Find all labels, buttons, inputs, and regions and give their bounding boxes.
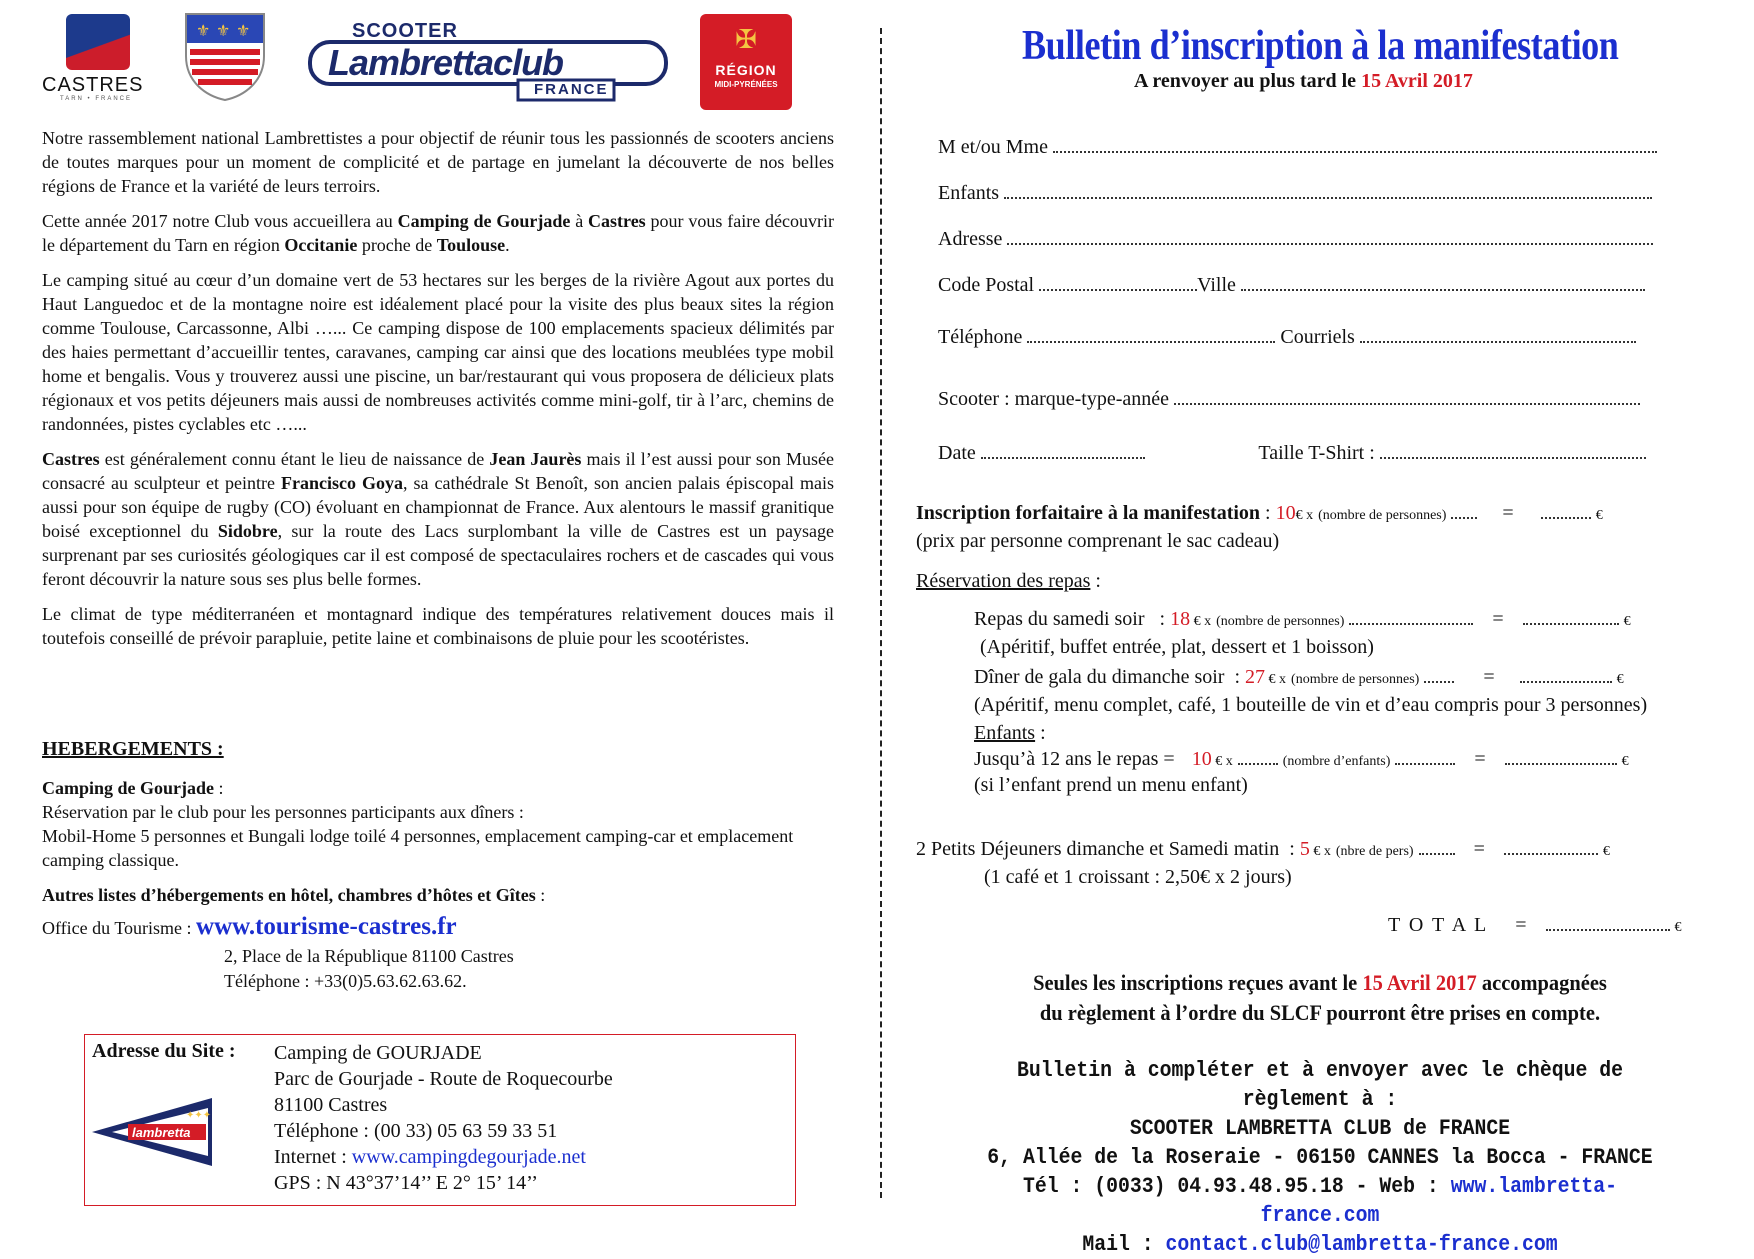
hebergements-line-2: Mobil-Home 5 personnes et Bungali lodge toilé 4 personnes, emplacement camping-car et emplacement camping classique. (42, 826, 794, 870)
lambretta-logo-top: SCOOTER (352, 20, 458, 42)
enfants-heading: Enfants : (974, 722, 1046, 744)
castres-logo-mark (66, 14, 130, 70)
enfants-row: Jusqu’à 12 ans le repas = 10 € x (nombre d’enfants) = € (974, 748, 1629, 770)
hebergements-heading: HEBERGEMENTS : (42, 738, 224, 760)
address-field[interactable] (1007, 229, 1653, 245)
phone-email-row: Téléphone Courriels (938, 326, 1636, 349)
svg-text:⚜: ⚜ (216, 21, 231, 40)
club-email-link[interactable]: contact.club@lambretta-france.com (1165, 1232, 1558, 1257)
inscription-count-field[interactable] (1451, 503, 1477, 519)
lambretta-logo-bottom: FRANCE (534, 81, 609, 98)
castres-logo (36, 12, 151, 102)
hebergements-line-1: Réservation par le club pour les personnes participants aux dîners : (42, 802, 524, 822)
lambretta-logo-main: Lambrettaclub (328, 42, 564, 83)
intro-paragraph-2: Cette année 2017 notre Club vous accueillera au Camping de Gourjade à Castres pour vous faire découvrir le département du Tarn en région Occitanie proche de Toulouse. (42, 211, 835, 255)
club-website-link[interactable]: www.lambretta-france.com (1260, 1174, 1618, 1228)
inscription-row: Inscription forfaitaire à la manifestation : 10€ x (nombre de personnes) = € (916, 502, 1603, 524)
send-instructions: Bulletin à compléter et à envoyer avec le chèque de règlement à : SCOOTER LAMBRETTA CLUB de FRANCE 6, Allée de la Roseraie - 06150 CANNES la Bocca - FRANCE Tél : (0033) 04.93.48.95.18 - Web : www.lambretta-france.com Mail : contact.club@lambretta-france.com (987, 1058, 1653, 1257)
office-tourisme: Office du Tourisme : www.tourisme-castres.fr (42, 913, 457, 940)
repas-samedi-count-field[interactable] (1349, 609, 1473, 625)
svg-text:⚜: ⚜ (196, 21, 211, 40)
scooter-row: Scooter : marque-type-année (938, 388, 1640, 411)
form-title: Bulletin d’inscription à la manifestation (1022, 23, 1619, 69)
svg-text:✦✦✦: ✦✦✦ (186, 1110, 212, 1121)
region-logo-line2: MIDI-PYRÉNÉES (714, 80, 778, 89)
gala-note: (Apéritif, menu complet, café, 1 bouteille de vin et d’eau compris pour 3 personnes) (974, 694, 1648, 716)
enfants-extra-field[interactable] (1395, 749, 1455, 765)
total-amount-field[interactable] (1546, 915, 1670, 931)
name-field[interactable] (1053, 137, 1657, 153)
autres-listes-heading: Autres listes d’hébergements en hôtel, chambres d’hôtes et Gîtes : (42, 885, 546, 905)
petits-dejeuners-note: (1 café et 1 croissant : 2,50€ x 2 jours) (984, 866, 1292, 888)
camping-title: Camping de Gourjade : (42, 778, 224, 798)
intro-text (42, 126, 834, 661)
hebergements-block (42, 776, 842, 872)
city-field[interactable] (1241, 275, 1645, 291)
intro-paragraph-5: Le climat de type méditerranéen et montagnard indique des températures relativement douces mais il toutefois conseillé de prévoir parapluie, petite laine et combinaisons de pluie pour les scootéristes. (42, 604, 834, 648)
petits-dejeuners-amount-field[interactable] (1504, 839, 1598, 855)
postal-city-row: Code Postal Ville (938, 274, 1645, 297)
petits-dejeuners-row: 2 Petits Déjeuners dimanche et Samedi matin : 5 € x (nbre de pers) = € (916, 838, 1610, 860)
region-logo (700, 14, 792, 110)
site-address-label: Adresse du Site : (92, 1040, 236, 1062)
intro-paragraph-1: Notre rassemblement national Lambrettistes a pour objectif de réunir tous les passionnés de scooters anciens de toutes marques pour un moment de complicité et de partage en jumelant la découverte de nos belles régions de France et la variété de leurs terroirs. (42, 128, 834, 196)
repas-samedi-note: (Apéritif, buffet entrée, plat, dessert et 1 boisson) (980, 636, 1374, 658)
enfants-note: (si l’enfant prend un menu enfant) (974, 774, 1248, 796)
lambretta-club-logo (306, 20, 670, 102)
name-row: M et/ou Mme (938, 136, 1657, 159)
repas-samedi-row: Repas du samedi soir : 18 € x (nombre de personnes) = € (974, 608, 1631, 630)
email-field[interactable] (1360, 327, 1636, 343)
coat-of-arms-shield-icon (184, 12, 266, 102)
enfants-amount-field[interactable] (1505, 749, 1617, 765)
column-divider (880, 28, 882, 1198)
total-row: T O T A L = € (1388, 914, 1682, 936)
inscription-note: (prix par personne comprenant le sac cadeau) (916, 530, 1280, 552)
gala-amount-field[interactable] (1520, 667, 1612, 683)
enfants-count-field[interactable] (1238, 749, 1278, 765)
date-field[interactable] (981, 443, 1145, 459)
pennant-text: lambretta (132, 1125, 191, 1140)
tshirt-size-field[interactable] (1380, 443, 1646, 459)
region-logo-line1: RÉGION (715, 62, 777, 78)
gala-count-field[interactable] (1424, 667, 1454, 683)
castres-logo-sub: TARN • FRANCE (60, 96, 132, 102)
intro-paragraph-3: Le camping situé au cœur d’un domaine vert de 53 hectares sur les berges de la rivière Agout aux portes du Haut Languedoc et de la montagne noire est idéalement placé pour la visite des plus beaux sites la région comme Toulouse, Carcassonne, Albi …... Ce camping dispose de 100 emplacements spacieux délimités par des haies permettant d’accueillir tentes, caravanes, camping car ainsi que des locations meublées type mobil home et bengalis. Vous y trouverez aussi une piscine, un bar/restaurant qui vous proposera de délicieux plats régionaux et vos petits déjeuners mais aussi de nombreuses activités comme mini-golf, tir à l’arc, chemins de randonnées, pistes cyclables etc …... (42, 270, 834, 434)
office-tourisme-address: 2, Place de la République 81100 Castres Téléphone : +33(0)5.63.62.63.62. (224, 946, 514, 991)
castres-logo-word: CASTRES (42, 74, 144, 96)
site-address-lines: Camping de GOURJADE Parc de Gourjade - Route de Roquecourbe 81100 Castres Téléphone : (00 33) 05 63 59 33 51 Internet : www.campingdegourjade.net GPS : N 43°37’14’’ E 2° 15’ 14’’ (274, 1042, 613, 1194)
occitan-cross-icon: ✠ (735, 24, 757, 54)
svg-text:⚜: ⚜ (236, 21, 251, 40)
camping-website-link[interactable]: www.campingdegourjade.net (351, 1146, 586, 1168)
reservation-heading: Réservation des repas : (916, 570, 1101, 592)
scooter-field[interactable] (1174, 389, 1640, 405)
office-tourisme-link[interactable]: www.tourisme-castres.fr (196, 913, 457, 940)
children-row: Enfants (938, 182, 1652, 205)
deadline-notice: Seules les inscriptions reçues avant le 15 Avril 2017 accompagnées du règlement à l’ordre du SLCF pourront être prises en compte. (1033, 970, 1607, 1025)
lambretta-pennant-icon (92, 1096, 216, 1168)
intro-paragraph-4: Castres est généralement connu étant le lieu de naissance de Jean Jaurès mais il l’est aussi pour son Musée consacré au sculpteur et peintre Francisco Goya, sa cathédrale St Benoît, son ancien palais épiscopal mais aussi pour son équipe de rugby (CO) évoluant en championnat de France. Aux alentours le massif granitique boisé exceptionnel du Sidobre, sur la route des Lacs surplombant la ville de Castres est un paysage surprenant par ses curiosités géologiques car il est composé de spectaculaires rochers et de cascades qui vous feront découvrir la nature sous ses plus belle formes. (42, 449, 835, 589)
petits-dejeuners-count-field[interactable] (1419, 839, 1455, 855)
phone-field[interactable] (1027, 327, 1275, 343)
form-deadline: A renvoyer au plus tard le 15 Avril 2017 (1134, 70, 1473, 92)
postal-code-field[interactable] (1039, 275, 1197, 291)
children-field[interactable] (1004, 183, 1652, 199)
address-row: Adresse (938, 228, 1653, 251)
gala-row: Dîner de gala du dimanche soir : 27 € x (nombre de personnes) = € (974, 666, 1624, 688)
repas-samedi-amount-field[interactable] (1523, 609, 1619, 625)
inscription-amount-field[interactable] (1541, 503, 1591, 519)
date-tshirt-row: Date Taille T-Shirt : (938, 442, 1646, 465)
